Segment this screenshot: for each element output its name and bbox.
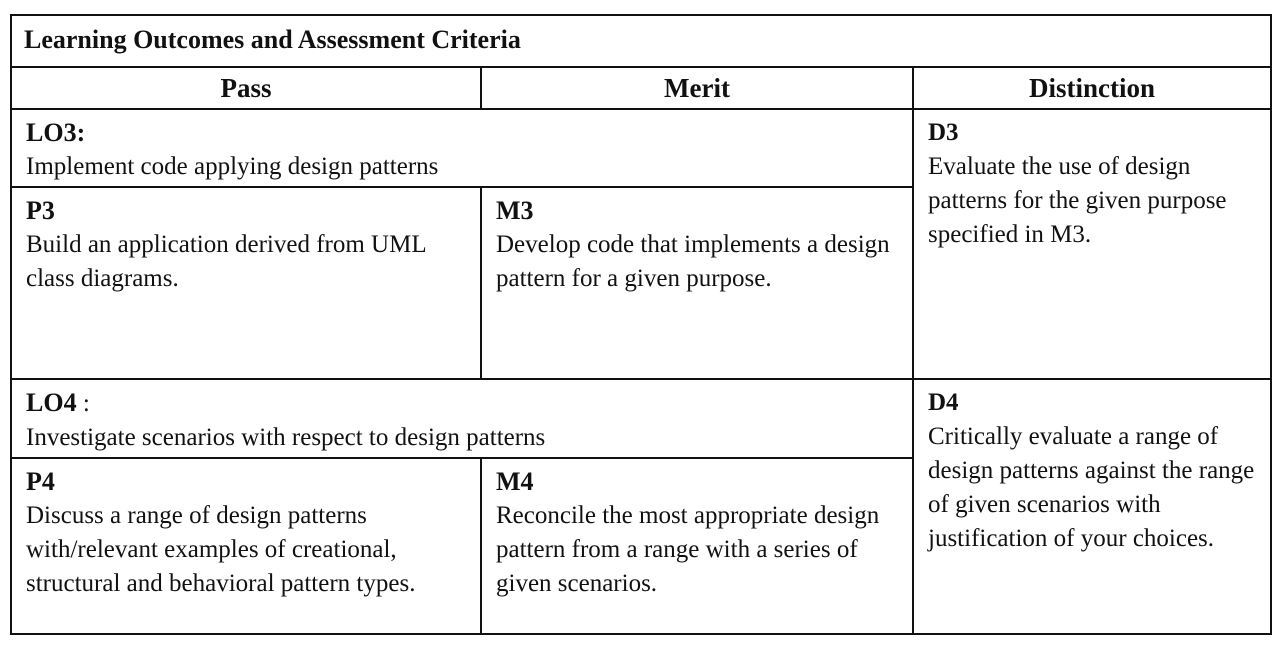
p4-cell bbox=[11, 458, 481, 634]
p3-cell bbox=[11, 187, 481, 379]
lo3-text: Implement code applying design patterns bbox=[26, 153, 439, 180]
lo4-code-suffix: : bbox=[76, 390, 90, 417]
lo3-code: LO3: bbox=[26, 118, 86, 147]
p4-code: P4 bbox=[26, 467, 55, 496]
m4-text: Reconcile the most appropriate design pattern from a range with a series of given scenarios. bbox=[496, 502, 880, 597]
m4-cell bbox=[481, 458, 913, 634]
lo4-code: LO4 bbox=[26, 388, 77, 417]
d3-text: Evaluate the use of design patterns for the given purpose specified in M3. bbox=[928, 153, 1227, 248]
lo4-text: Investigate scenarios with respect to design patterns bbox=[26, 424, 546, 451]
m3-text: Develop code that implements a design pattern for a given purpose. bbox=[496, 231, 890, 292]
d4-cell bbox=[913, 379, 1271, 634]
m3-cell bbox=[481, 187, 913, 379]
p3-code: P3 bbox=[26, 196, 55, 225]
p3-text: Build an application derived from UML class diagrams. bbox=[26, 231, 426, 292]
lo3-cell bbox=[11, 109, 913, 187]
table-title: Learning Outcomes and Assessment Criteria bbox=[11, 15, 1271, 67]
learning-outcomes-table bbox=[10, 14, 1272, 635]
header-distinction: Distinction bbox=[913, 67, 1271, 109]
header-merit: Merit bbox=[481, 67, 913, 109]
d4-code: D4 bbox=[928, 389, 959, 416]
m3-code: M3 bbox=[496, 196, 534, 225]
p4-text: Discuss a range of design patterns with/relevant examples of creational, structural and behavioral pattern types. bbox=[26, 502, 416, 597]
lo4-cell bbox=[11, 379, 913, 458]
d4-text: Critically evaluate a range of design patterns against the range of given scenarios with justification of your choices. bbox=[928, 423, 1255, 552]
d3-code: D3 bbox=[928, 119, 959, 146]
m4-code: M4 bbox=[496, 467, 534, 496]
d3-cell bbox=[913, 109, 1271, 379]
header-pass: Pass bbox=[11, 67, 481, 109]
